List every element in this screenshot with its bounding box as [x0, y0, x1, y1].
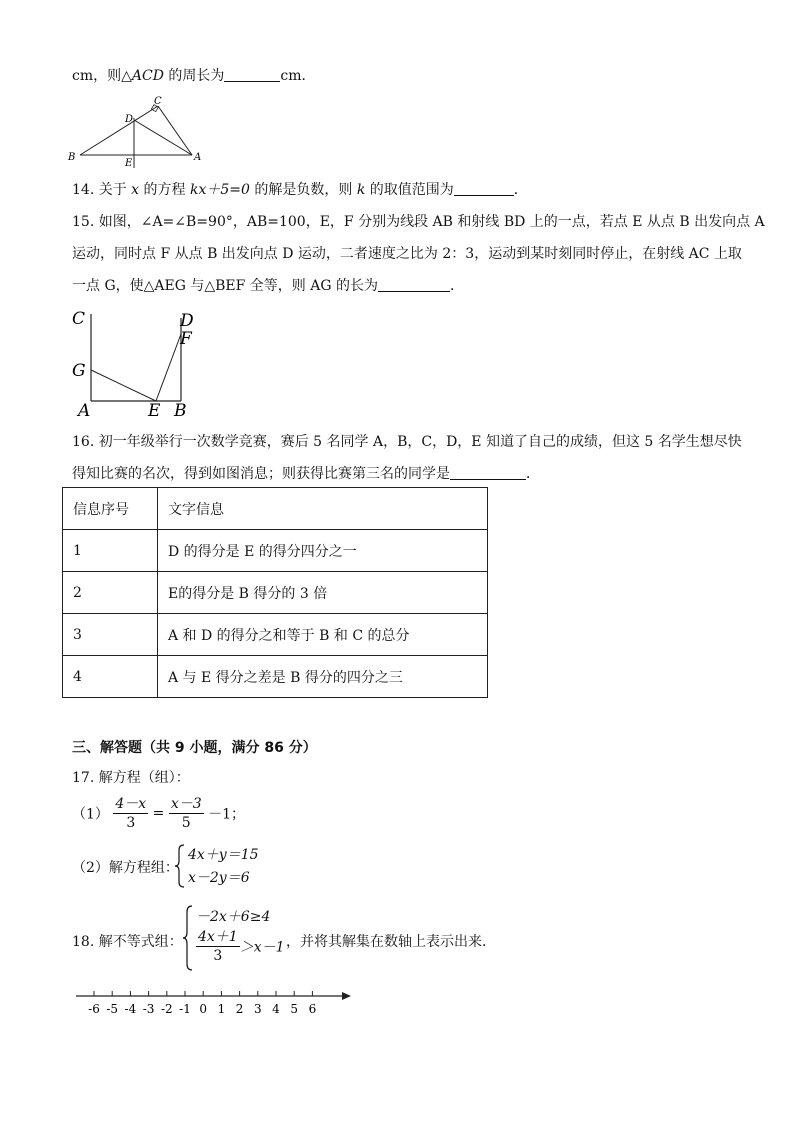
q14-equation: kx＋5=0	[189, 182, 250, 198]
q13-label-a: A	[194, 152, 202, 163]
axis-tick-label: 4	[272, 1002, 280, 1016]
q18-frac-num: 4x＋1	[198, 929, 238, 945]
q14-var: x	[131, 182, 140, 198]
q18-after: ，并将其解集在数轴上表示出来．	[286, 934, 496, 950]
section-title: 三、解答题（共 9 小题，满分 86 分）	[72, 740, 317, 756]
table-cell: 2	[63, 572, 158, 614]
q17-frac1-num: 4－x	[115, 796, 147, 812]
q18-frac-den: 3	[213, 948, 223, 964]
table-cell: A 与 E 得分之差是 B 得分的四分之三	[158, 656, 488, 698]
q15-line1: 15. 如图，∠A=∠B=90°，AB=100，E，F 分别为线段 AB 和射线 BD 上的一点，若点 E 从点 B 出发向点 A	[72, 214, 765, 230]
axis-arrow-icon	[342, 992, 351, 1000]
q17-part2-label: （2）解方程组：	[72, 860, 179, 876]
axis-tick-label: -6	[88, 1002, 100, 1016]
q14-text: 的方程	[139, 182, 190, 198]
q13-answer-blank[interactable]	[224, 67, 280, 82]
table-row	[63, 530, 488, 572]
q15-line3	[72, 276, 464, 296]
table-header-cell: 文字信息	[158, 488, 488, 530]
q15-label-g: G	[72, 361, 86, 381]
q14-text: 关于	[98, 182, 132, 198]
q17-eq1: 4x＋y＝15	[188, 847, 259, 863]
q13-label-d: D	[125, 114, 134, 125]
q16-text: 得知比赛的名次，得到如图消息；则获得比赛第三名的同学是	[72, 466, 450, 482]
q14-number: 14.	[72, 182, 99, 198]
axis-tick-label: 3	[253, 1002, 262, 1016]
axis-tick-label: -1	[179, 1002, 191, 1016]
q13-label-e: E	[125, 158, 133, 169]
q17-eq2: x－2y＝6	[188, 870, 250, 886]
q16-end: ．	[526, 466, 540, 482]
table-header-row	[63, 488, 488, 530]
q17-part1	[72, 795, 245, 832]
q14-text: 的解是负数，则	[249, 182, 357, 198]
q15-figure	[70, 304, 210, 420]
table-header-cell: 信息序号	[63, 488, 158, 530]
q14-answer-blank[interactable]	[454, 181, 514, 196]
q18-number-line	[70, 986, 360, 1020]
q13-tail-line	[72, 66, 316, 86]
q13-label-b: B	[68, 152, 76, 163]
q14-end: ．	[513, 182, 528, 198]
q15-label-f: F	[180, 329, 192, 349]
q13-var: ACD	[131, 68, 164, 84]
axis-tick-label: 2	[235, 1002, 244, 1016]
q17-frac1-den: 3	[126, 815, 136, 831]
axis-tick-label: 6	[308, 1002, 317, 1016]
table-cell: A 和 D 的得分之和等于 B 和 C 的总分	[158, 614, 488, 656]
q14-var: k	[356, 182, 366, 198]
table-cell: E的得分是 B 得分的 3 倍	[158, 572, 488, 614]
q15-end: ．	[450, 278, 464, 294]
table-row	[63, 656, 488, 698]
q17-p1-label: （1）	[72, 806, 109, 823]
q15-answer-blank[interactable]	[378, 277, 450, 292]
axis-tick-label: -2	[160, 1002, 173, 1016]
q16-line1: 16. 初一年级举行一次数学竞赛，赛后 5 名同学 A，B，C，D，E 知道了自己的成绩，但这 5 名学生想尽快	[72, 434, 742, 450]
axis-tick-label: 5	[290, 1002, 299, 1016]
q18-frac	[196, 928, 240, 965]
table-cell: 3	[63, 614, 158, 656]
axis-tick-label: -3	[142, 1002, 155, 1016]
q17-frac2-num: x－3	[170, 796, 202, 812]
q13-label-c: C	[154, 96, 162, 107]
q18-stem: 18. 解不等式组：	[72, 934, 183, 950]
q15-line2: 运动，同时点 F 从点 B 出发向点 D 运动，二者速度之比为 2：3，运动到某时刻同时停止，在射线 AC 上取	[72, 246, 742, 262]
q17-brace	[174, 844, 186, 888]
q16-line2	[72, 464, 540, 484]
q13-text: 的周长为	[163, 68, 225, 84]
q14-line	[72, 180, 528, 200]
q14-text: 的取值范围为	[365, 182, 454, 198]
axis-tick-label: 1	[217, 1002, 226, 1016]
table-row	[63, 614, 488, 656]
q17-frac2	[169, 795, 204, 832]
table-cell: 1	[63, 530, 158, 572]
q17-stem: 17. 解方程（组）：	[72, 770, 190, 786]
q15-label-c: C	[72, 309, 86, 329]
q16-answer-blank[interactable]	[450, 465, 526, 480]
q13-triangle-figure	[66, 94, 206, 170]
q15-text: 一点 G，使△AEG 与△BEF 全等，则 AG 的长为	[72, 278, 378, 294]
q17-eq-sign: =	[152, 805, 165, 822]
q15-label-d: D	[180, 311, 194, 331]
axis-tick-label: 0	[199, 1002, 208, 1016]
table-cell: D 的得分是 E 的得分四分之一	[158, 530, 488, 572]
q13-unit: cm．	[280, 68, 316, 84]
q17-p1-tail: －1；	[208, 806, 246, 823]
q18-ineq2-tail: ＞x－1	[239, 939, 285, 956]
q15-label-a: A	[78, 401, 91, 420]
table-row	[63, 572, 488, 614]
axis-tick-label: -4	[124, 1002, 137, 1016]
table-cell: 4	[63, 656, 158, 698]
axis-tick-label: -5	[106, 1002, 119, 1016]
q17-frac2-den: 5	[181, 815, 191, 831]
q15-label-e: E	[148, 401, 161, 420]
q18-ineq1: －2x＋6≥4	[196, 909, 271, 925]
q16-info-table	[62, 487, 488, 698]
q15-label-b: B	[174, 401, 187, 420]
q13-text: cm，则△	[72, 68, 132, 84]
q17-frac1	[113, 795, 148, 832]
q18-ineq2	[196, 928, 285, 965]
q18-brace	[182, 905, 194, 971]
